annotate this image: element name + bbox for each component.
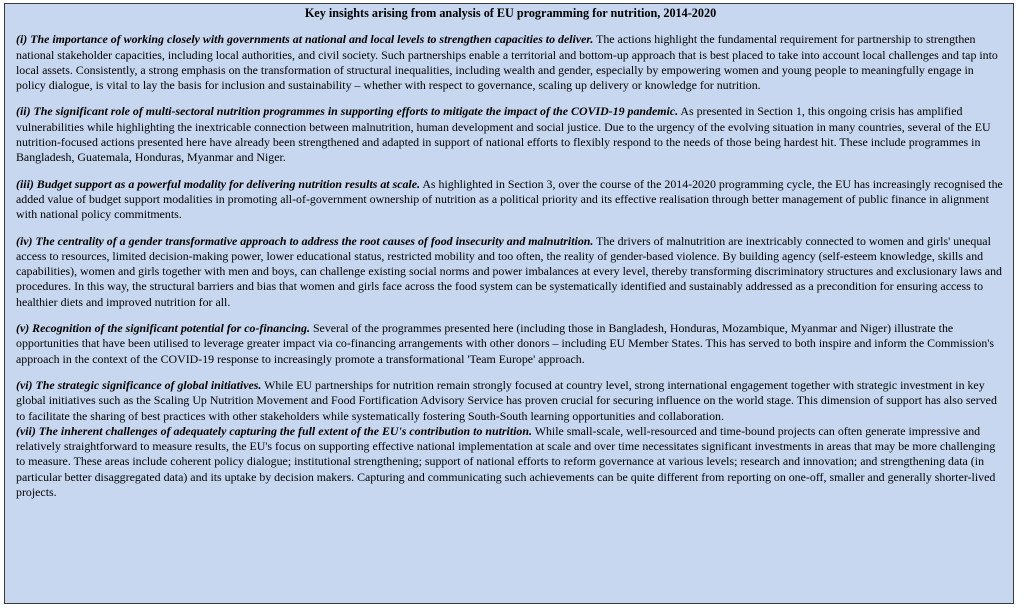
insight-heading: (iii) Budget support as a powerful modality for delivering nutrition results at scale.: [16, 176, 420, 191]
insight-heading: (vii) The inherent challenges of adequately capturing the full extent of the EU's contribution to nutrition.: [16, 423, 532, 438]
insight-paragraph: [16, 321, 1005, 367]
insight-body: While small-scale, well-resourced and time-bound projects can often generate impressive and relatively straightforward to measure results, the EU's focus on supporting effective national implementation at scale and over time necessitates significant investments in areas that may be more challenging to measure. These areas include coherent policy dialogue; institutional strengthening; support of national efforts to reform governance at various levels; research and innovation; and strengthening data (in particular better disaggregated data) and its uptake by decision makers. Capturing and communicating such achievements can be quite different from reporting on one-off, smaller and generally shorter-lived projects.: [16, 423, 996, 500]
insight-heading: (vi) The strategic significance of global initiatives.: [16, 377, 262, 392]
insight-body: Several of the programmes presented here (including those in Bangladesh, Honduras, Mozambique, Myanmar and Niger) illustrate the opportunities that have been utilised to leverage greater impact via co-financing arrangements with other donors – including EU Member States. This has served to both inspire and inform the Commission's approach in the context of the COVID-19 response to increasingly promote a transformational 'Team Europe' approach.: [16, 321, 995, 366]
insight-heading: (v) Recognition of the significant potential for co-financing.: [16, 321, 310, 336]
insight-body: The drivers of malnutrition are inextricably connected to women and girls' unequal access to resources, limited decision-making power, lower educational status, restricted mobility and too often, the reality of gender-based violence. By building agency (self-esteem knowledge, skills and capabilities), women and girls together with men and boys, can challenge existing social norms and power imbalances at every level, thereby transforming discriminatory structures and exclusionary laws and procedures. In this way, the structural barriers and bias that women and girls face across the food system can be systematically identified and sustainably addressed as a precondition for ensuring access to healthier diets and improved nutrition for all.: [16, 233, 1002, 309]
insight-paragraph: [16, 177, 1005, 223]
insight-body: While EU partnerships for nutrition remain strongly focused at country level, strong international engagement together with strategic investment in key global initiatives such as the Scaling Up Nutrition Movement and Food Fortification Advisory Service has proven crucial for securing influence on the world stage. This dimension of support has also served to facilitate the sharing of best practices with other stakeholders while systematically fostering South-South learning opportunities and collaboration.: [16, 377, 997, 423]
insight-heading: (i) The importance of working closely with governments at national and local levels to strengthen capacities to deliver.: [16, 32, 594, 47]
insight-body: The actions highlight the fundamental requirement for partnership to strengthen national stakeholder capacities, including local authorities, and civil society. Such partnerships enable a territorial and bottom-up approach that is best placed to take into account local challenges and tap into local assets. Consistently, a strong emphasis on the transformation of structural inequalities, including wealth and gender, especially by empowering women and young people to meaningfully engage in policy dialogue, is vital to lay the basis for inclusion and sustainability – whether with respect to governance, scaling up delivery or knowledge for nutrition.: [16, 32, 998, 93]
insight-heading: (ii) The significant role of multi-sectoral nutrition programmes in supporting efforts to mitigate the impact of the COVID-19 pandemic.: [16, 104, 679, 119]
insight-paragraph: [16, 378, 1005, 424]
insight-body: As highlighted in Section 3, over the course of the 2014-2020 programming cycle, the EU has increasingly recognised the added value of budget support modalities in promoting all-of-government ownership of nutrition as a political priority and its effective realisation through better management of public finance in alignment with national policy commitments.: [16, 176, 1003, 222]
insight-paragraph: [16, 234, 1005, 310]
box-title: Key insights arising from analysis of EU programming for nutrition, 2014-2020: [304, 6, 717, 20]
insight-paragraph: [16, 424, 1005, 500]
insights-box: [4, 3, 1014, 604]
insight-paragraph: [16, 32, 1005, 93]
insight-paragraph: [16, 104, 1005, 165]
insight-body: As presented in Section 1, this ongoing crisis has amplified vulnerabilities while highlighting the inextricable connection between malnutrition, human development and social justice. Due to the urgency of the evolving situation in many countries, several of the EU nutrition-focused actions presented here have already been strengthened and adapted in support of national efforts to flexibly respond to the needs of those being hardest hit. These include programmes in Bangladesh, Guatemala, Honduras, Myanmar and Niger.: [16, 104, 991, 165]
insight-heading: (iv) The centrality of a gender transformative approach to address the root causes of food insecurity and malnutrition.: [16, 233, 594, 248]
